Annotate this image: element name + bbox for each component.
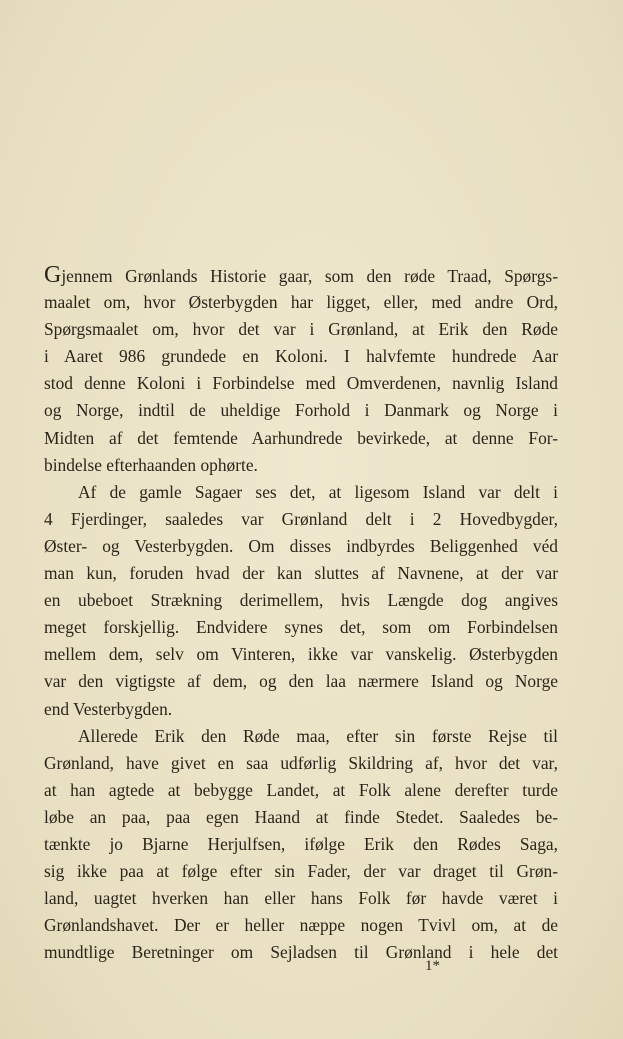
- text-line-25: Grønlandshavet. Der er heller næppe nogen Tvivl om, at de: [44, 915, 558, 936]
- text-line-5: stod denne Koloni i Forbindelse med Omverdenen, navnlig Island: [44, 373, 558, 394]
- body-text: [44, 262, 558, 966]
- initial-letter: G: [44, 262, 62, 288]
- text-line-20: at han agtede at bebygge Landet, at Folk alene derefter turde: [44, 779, 558, 800]
- text-line-9: Af de gamle Sagaer ses det, at ligesom Island var delt i: [78, 481, 558, 502]
- text-line-22: tænkte jo Bjarne Herjulfsen, ifølge Erik den Rødes Saga,: [44, 833, 558, 854]
- text-line-26: mundtlige Beretninger om Sejladsen til Grønland i hele det: [44, 942, 558, 963]
- text-line-3: Spørgsmaalet om, hvor det var i Grønland, at Erik den Røde: [44, 319, 558, 340]
- text-line-13: en ubeboet Strækning derimellem, hvis Længde dog angives: [44, 590, 558, 611]
- text-line-4: i Aaret 986 grundede en Koloni. I halvfemte hundrede Aar: [44, 346, 558, 367]
- text-line-10: 4 Fjerdinger, saaledes var Grønland delt i 2 Hovedbygder,: [44, 508, 558, 529]
- text-line-6: og Norge, indtil de uheldige Forhold i Danmark og Norge i: [44, 400, 558, 421]
- text-line-24: land, uagtet hverken han eller hans Folk før havde været i: [44, 888, 558, 909]
- text-line-21: løbe an paa, paa egen Haand at finde Stedet. Saaledes be-: [44, 806, 558, 827]
- text-line-17: end Vesterbygden.: [44, 698, 173, 719]
- text-line-1: Gjennem Grønlands Historie gaar, som den røde Traad, Spørgs-: [44, 262, 558, 288]
- text-line-12: man kun, foruden hvad der kan sluttes af Navnene, at der var: [44, 563, 558, 584]
- text-line-15: mellem dem, selv om Vinteren, ikke var vanskelig. Østerbygden: [44, 644, 558, 665]
- text-line-2: maalet om, hvor Østerbygden har ligget, eller, med andre Ord,: [44, 292, 558, 313]
- text-line-18: Allerede Erik den Røde maa, efter sin første Rejse til: [78, 725, 558, 746]
- text-line-14: meget forskjellig. Endvidere synes det, som om Forbindelsen: [44, 617, 558, 638]
- text-line-8: bindelse efterhaanden ophørte.: [44, 454, 258, 475]
- text-line-16: var den vigtigste af dem, og den laa nærmere Island og Norge: [44, 671, 558, 692]
- text-line-7: Midten af det femtende Aarhundrede bevirkede, at denne For-: [44, 427, 558, 448]
- text-line-19: Grønland, have givet en saa udførlig Skildring af, hvor det var,: [44, 752, 558, 773]
- text-line-11: Øster- og Vesterbygden. Om disses indbyrdes Beliggenhed véd: [44, 535, 558, 556]
- page-number: 1*: [425, 958, 440, 974]
- text-line-23: sig ikke paa at følge efter sin Fader, der var draget til Grøn-: [44, 861, 558, 882]
